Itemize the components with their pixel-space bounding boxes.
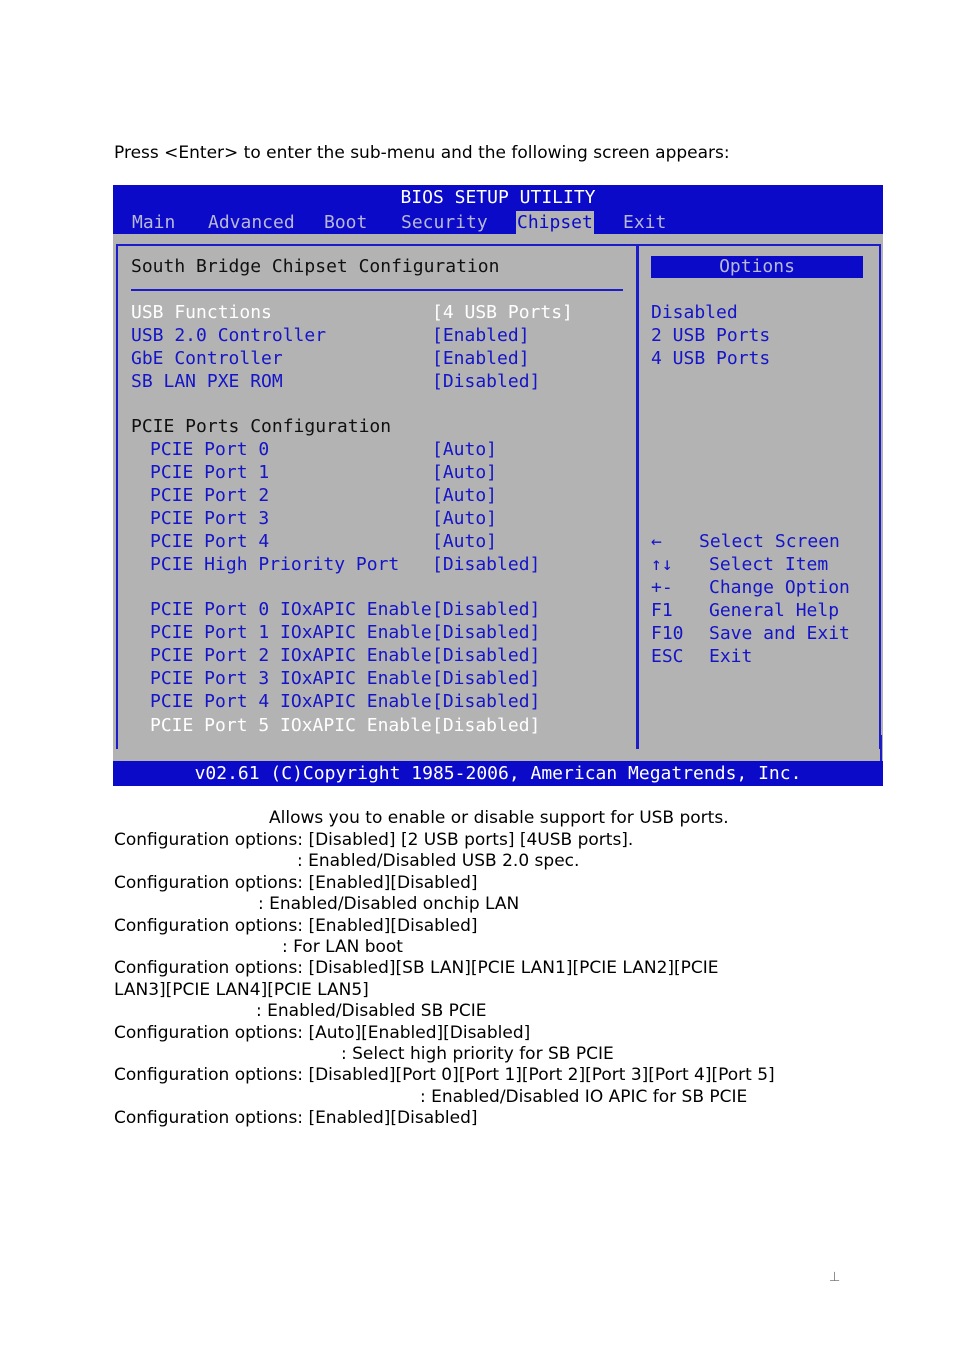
key-exit: Exit [709, 646, 753, 667]
value-sb-lan-pxe-rom[interactable]: [Disabled] [432, 371, 541, 392]
value-pcie-port-2[interactable]: [Auto] [432, 485, 498, 506]
menu-advanced[interactable]: Advanced [208, 212, 295, 233]
item-pcie-port-2-ioxapic[interactable]: PCIE Port 2 IOxAPIC Enable [150, 645, 432, 666]
key-plus-minus: +- [651, 577, 673, 598]
key-change-option: Change Option [709, 577, 850, 598]
value-pcie-port-5-ioxapic[interactable]: [Disabled] [432, 715, 541, 736]
desc-usb20-options: Configuration options: [Enabled][Disabled] [114, 873, 478, 893]
item-usb20-controller[interactable]: USB 2.0 Controller [131, 325, 327, 346]
section-title: South Bridge Chipset Configuration [131, 256, 500, 277]
item-pcie-port-0[interactable]: PCIE Port 0 [150, 439, 270, 460]
key-select-item: Select Item [709, 554, 829, 575]
item-sb-lan-pxe-rom[interactable]: SB LAN PXE ROM [131, 371, 283, 392]
bios-copyright-footer: v02.61 (C)Copyright 1985-2006, American Megatrends, Inc. [113, 761, 883, 786]
section-divider [131, 289, 623, 291]
value-usb20-controller[interactable]: [Enabled] [432, 325, 530, 346]
menu-main[interactable]: Main [132, 212, 176, 233]
desc-usb-functions: Allows you to enable or disable support for USB ports. [269, 808, 729, 828]
item-pcie-port-1-ioxapic[interactable]: PCIE Port 1 IOxAPIC Enable [150, 622, 432, 643]
value-pcie-high-priority-port[interactable]: [Disabled] [432, 554, 541, 575]
page-number: ⊥ [829, 1270, 841, 1285]
item-pcie-port-2[interactable]: PCIE Port 2 [150, 485, 270, 506]
desc-ioapic: : Enabled/Disabled IO APIC for SB PCIE [420, 1087, 748, 1107]
desc-high-priority: : Select high priority for SB PCIE [341, 1044, 614, 1064]
value-pcie-port-1[interactable]: [Auto] [432, 462, 498, 483]
value-pcie-port-2-ioxapic[interactable]: [Disabled] [432, 645, 541, 666]
option-4-usb-ports[interactable]: 4 USB Ports [651, 348, 771, 369]
value-pcie-port-0[interactable]: [Auto] [432, 439, 498, 460]
key-save-and-exit: Save and Exit [709, 623, 850, 644]
desc-pxe-options-1: Configuration options: [Disabled][SB LAN][PCIE LAN1][PCIE LAN2][PCIE [114, 958, 719, 978]
item-gbe-controller[interactable]: GbE Controller [131, 348, 283, 369]
desc-pcie-port: : Enabled/Disabled SB PCIE [256, 1001, 487, 1021]
menu-security[interactable]: Security [401, 212, 488, 233]
key-select-screen: Select Screen [699, 531, 840, 552]
item-usb-functions[interactable]: USB Functions [131, 302, 272, 323]
item-pcie-port-5-ioxapic[interactable]: PCIE Port 5 IOxAPIC Enable [150, 715, 432, 736]
item-pcie-port-3[interactable]: PCIE Port 3 [150, 508, 270, 529]
value-pcie-port-1-ioxapic[interactable]: [Disabled] [432, 622, 541, 643]
item-pcie-high-priority-port[interactable]: PCIE High Priority Port [150, 554, 400, 575]
intro-text: Press <Enter> to enter the sub-menu and the following screen appears: [114, 143, 730, 163]
menu-boot[interactable]: Boot [324, 212, 368, 233]
desc-ioapic-options: Configuration options: [Enabled][Disabled] [114, 1108, 478, 1128]
menu-chipset[interactable]: Chipset [517, 212, 593, 233]
key-f10: F10 [651, 623, 684, 644]
bios-title: BIOS SETUP UTILITY [113, 185, 883, 211]
value-gbe-controller[interactable]: [Enabled] [432, 348, 530, 369]
key-left-arrow: ← [651, 531, 662, 552]
desc-usb-functions-options: Configuration options: [Disabled] [2 USB ports] [4USB ports]. [114, 830, 634, 850]
options-header: Options [651, 256, 863, 278]
desc-usb20: : Enabled/Disabled USB 2.0 spec. [297, 851, 580, 871]
menu-exit[interactable]: Exit [623, 212, 667, 233]
value-usb-functions[interactable]: [4 USB Ports] [432, 302, 573, 323]
item-pcie-port-4[interactable]: PCIE Port 4 [150, 531, 270, 552]
desc-gbe: : Enabled/Disabled onchip LAN [258, 894, 520, 914]
value-pcie-port-3-ioxapic[interactable]: [Disabled] [432, 668, 541, 689]
value-pcie-port-3[interactable]: [Auto] [432, 508, 498, 529]
key-general-help: General Help [709, 600, 840, 621]
value-pcie-port-0-ioxapic[interactable]: [Disabled] [432, 599, 541, 620]
key-f1: F1 [651, 600, 673, 621]
panel-edge [880, 735, 882, 761]
option-disabled[interactable]: Disabled [651, 302, 738, 323]
item-pcie-port-0-ioxapic[interactable]: PCIE Port 0 IOxAPIC Enable [150, 599, 432, 620]
value-pcie-port-4[interactable]: [Auto] [432, 531, 498, 552]
desc-high-priority-options: Configuration options: [Disabled][Port 0][Port 1][Port 2][Port 3][Port 4][Port 5] [114, 1065, 775, 1085]
bios-screenshot [113, 185, 883, 786]
key-updown-arrows: ↑↓ [651, 554, 673, 575]
desc-pxe: : For LAN boot [282, 937, 403, 957]
item-pcie-port-1[interactable]: PCIE Port 1 [150, 462, 270, 483]
key-esc: ESC [651, 646, 684, 667]
bios-menu-bar [113, 211, 883, 234]
pcie-section-title: PCIE Ports Configuration [131, 416, 392, 437]
item-pcie-port-4-ioxapic[interactable]: PCIE Port 4 IOxAPIC Enable [150, 691, 432, 712]
desc-gbe-options: Configuration options: [Enabled][Disabled] [114, 916, 478, 936]
option-2-usb-ports[interactable]: 2 USB Ports [651, 325, 771, 346]
desc-pcie-port-options: Configuration options: [Auto][Enabled][Disabled] [114, 1023, 531, 1043]
desc-pxe-options-2: LAN3][PCIE LAN4][PCIE LAN5] [114, 980, 369, 1000]
value-pcie-port-4-ioxapic[interactable]: [Disabled] [432, 691, 541, 712]
item-pcie-port-3-ioxapic[interactable]: PCIE Port 3 IOxAPIC Enable [150, 668, 432, 689]
